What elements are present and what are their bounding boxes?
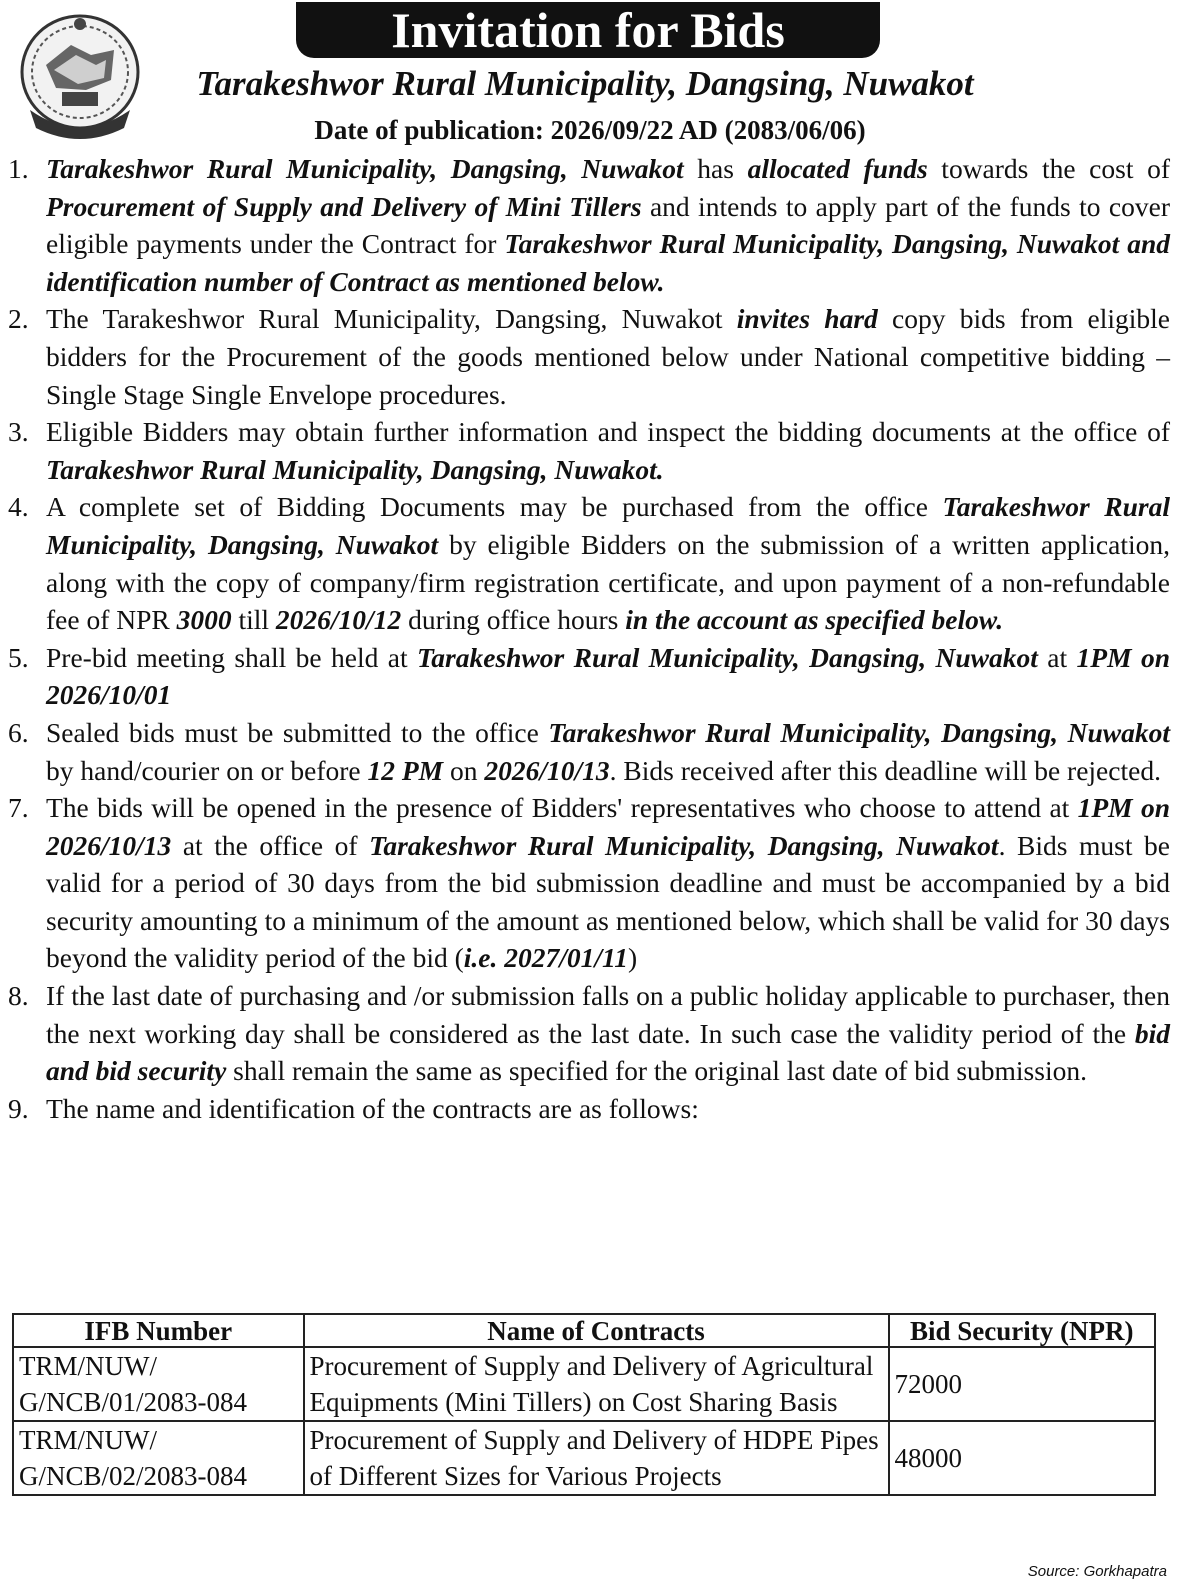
emphasized-text: bid and bid security <box>46 1017 1170 1087</box>
table-row <box>13 1347 1155 1421</box>
item-number: 8. <box>8 980 29 1012</box>
item-number: 4. <box>8 491 29 523</box>
emphasized-text: 12 PM <box>367 754 444 786</box>
notice-item <box>8 1090 1170 1128</box>
emphasized-text: 2026/10/13 <box>484 754 610 786</box>
emphasized-text: Tarakeshwor Rural Municipality, Dangsing, Nuwakot <box>46 491 1170 560</box>
notice-item <box>8 150 1170 300</box>
column-header-contract-name: Name of Contracts <box>304 1314 889 1347</box>
notice-items <box>8 150 1170 1127</box>
notice-item <box>8 488 1170 638</box>
emphasized-text: 1PM on 2026/10/13 <box>46 792 1170 861</box>
item-text <box>46 714 1170 789</box>
item-text-segment: and intends to apply part of the funds to cover eligible payments under the Contract for <box>46 190 1171 260</box>
item-number: 3. <box>8 416 29 448</box>
emphasized-text: Tarakeshwor Rural Municipality, Dangsing, Nuwakot <box>548 716 1170 748</box>
item-text-segment: The name and identification of the contracts are as follows: <box>46 1092 699 1124</box>
ifb-number-cell: TRM/NUW/ G/NCB/02/2083-084 <box>13 1421 304 1495</box>
notice-item <box>8 977 1170 1090</box>
emphasized-text: invites hard <box>736 303 878 335</box>
table-row <box>13 1421 1155 1495</box>
emphasized-text: allocated funds <box>747 153 928 184</box>
emphasized-text: Procurement of Supply and Delivery of Mini Tillers <box>46 190 642 222</box>
page-title: Invitation for Bids <box>296 2 880 58</box>
item-text-segment: during office hours <box>401 604 626 636</box>
item-text-segment: . Bids must be valid for a period of 30 days from the bid submission deadline and must be accompanied by a bid security amounting to a minimum of the amount as mentioned below, which shall be valid for 30 days beyond the validity period of the bid ( <box>46 829 1171 974</box>
notice-item <box>8 300 1170 413</box>
item-text-segment: towards the cost of <box>927 153 1170 184</box>
ifb-number-cell: TRM/NUW/ G/NCB/01/2083-084 <box>13 1347 304 1421</box>
notice-item <box>8 413 1170 488</box>
item-text-segment: copy bids from eligible bidders for the Procurement of the goods mentioned below under National competitive bidding – Single Stage Single Envelope procedures. <box>46 303 1170 410</box>
bid-security-cell: 72000 <box>889 1347 1155 1421</box>
item-text-segment: till <box>231 604 276 636</box>
bid-security-cell: 48000 <box>889 1421 1155 1495</box>
contract-name-cell: Procurement of Supply and Delivery of Agricultural Equipments (Mini Tillers) on Cost Sharing Basis <box>304 1347 889 1421</box>
item-text-segment: The Tarakeshwor Rural Municipality, Dangsing, Nuwakot <box>46 303 737 335</box>
item-text-segment: A complete set of Bidding Documents may be purchased from the office <box>46 491 943 523</box>
emphasized-text: 1PM on 2026/10/01 <box>46 641 1170 711</box>
emphasized-text: in the account as specified below. <box>625 604 1004 636</box>
item-number: 2. <box>8 303 29 335</box>
item-text-segment: by hand/courier on or before <box>46 754 368 786</box>
table-header-row <box>13 1314 1155 1347</box>
item-text-segment: If the last date of purchasing and /or submission falls on a public holiday applicable to purchaser, then the next working day shall be considered as the last date. In such case the validity period of the <box>46 980 1170 1049</box>
emphasized-text: 3000 <box>176 604 232 636</box>
emphasized-text: 2026/10/12 <box>275 604 402 636</box>
item-number: 5. <box>8 641 29 673</box>
item-text-segment: ) <box>628 942 638 974</box>
government-emblem-icon <box>16 10 144 140</box>
item-text-segment: on <box>443 754 485 786</box>
item-number: 6. <box>8 716 29 748</box>
item-text <box>46 977 1170 1090</box>
notice-item <box>8 639 1170 714</box>
item-text <box>46 413 1170 488</box>
emphasized-text: i.e. 2027/01/11 <box>463 942 629 974</box>
item-text-segment: at the office of <box>171 829 370 861</box>
item-number: 9. <box>8 1092 29 1124</box>
emphasized-text: Tarakeshwor Rural Municipality, Dangsing, Nuwakot <box>369 829 999 861</box>
emphasized-text: Tarakeshwor Rural Municipality, Dangsing, Nuwakot. <box>46 453 664 485</box>
item-text <box>46 150 1170 300</box>
item-text-segment: The bids will be opened in the presence of Bidders' representatives who choose to attend at <box>46 792 1078 824</box>
source-credit: Source: Gorkhapatra <box>1027 1563 1167 1580</box>
item-text-segment: has <box>683 153 748 184</box>
item-number: 1. <box>8 153 29 184</box>
notice-item <box>8 714 1170 789</box>
item-text-segment: Eligible Bidders may obtain further information and inspect the bidding documents at the office of <box>46 416 1170 448</box>
notice-item <box>8 789 1170 977</box>
organization-name: Tarakeshwor Rural Municipality, Dangsing, Nuwakot <box>196 64 974 103</box>
item-text <box>46 1090 1170 1128</box>
contract-name-cell: Procurement of Supply and Delivery of HDPE Pipes of Different Sizes for Various Projects <box>304 1421 889 1495</box>
item-text-segment: Pre-bid meeting shall be held at <box>46 641 418 673</box>
item-text-segment: at <box>1037 641 1077 673</box>
item-text <box>46 789 1170 977</box>
contracts-table <box>12 1313 1156 1496</box>
item-text <box>46 300 1170 413</box>
item-text-segment: Sealed bids must be submitted to the office <box>46 716 549 748</box>
item-text <box>46 639 1170 714</box>
emphasized-text: Tarakeshwor Rural Municipality, Dangsing, Nuwakot <box>46 153 684 184</box>
item-text-segment: shall remain the same as specified for the original last date of bid submission. <box>226 1055 1087 1087</box>
publication-date: Date of publication: 2026/09/22 AD (2083/06/06) <box>314 115 866 145</box>
emphasized-text: Tarakeshwor Rural Municipality, Dangsing, Nuwakot <box>417 641 1038 673</box>
item-text-segment: by eligible Bidders on the submission of a written application, along with the copy of company/firm registration certificate, and upon payment of a non-refundable fee of NPR <box>46 528 1170 636</box>
item-text-segment: . Bids received after this deadline will be rejected. <box>609 754 1161 786</box>
column-header-bid-security: Bid Security (NPR) <box>889 1314 1155 1347</box>
item-number: 7. <box>8 792 29 824</box>
column-header-ifb-number: IFB Number <box>13 1314 304 1347</box>
item-text <box>46 488 1170 638</box>
emphasized-text: Tarakeshwor Rural Municipality, Dangsing, Nuwakot and identification number of Contract as mentioned below. <box>46 228 1170 297</box>
